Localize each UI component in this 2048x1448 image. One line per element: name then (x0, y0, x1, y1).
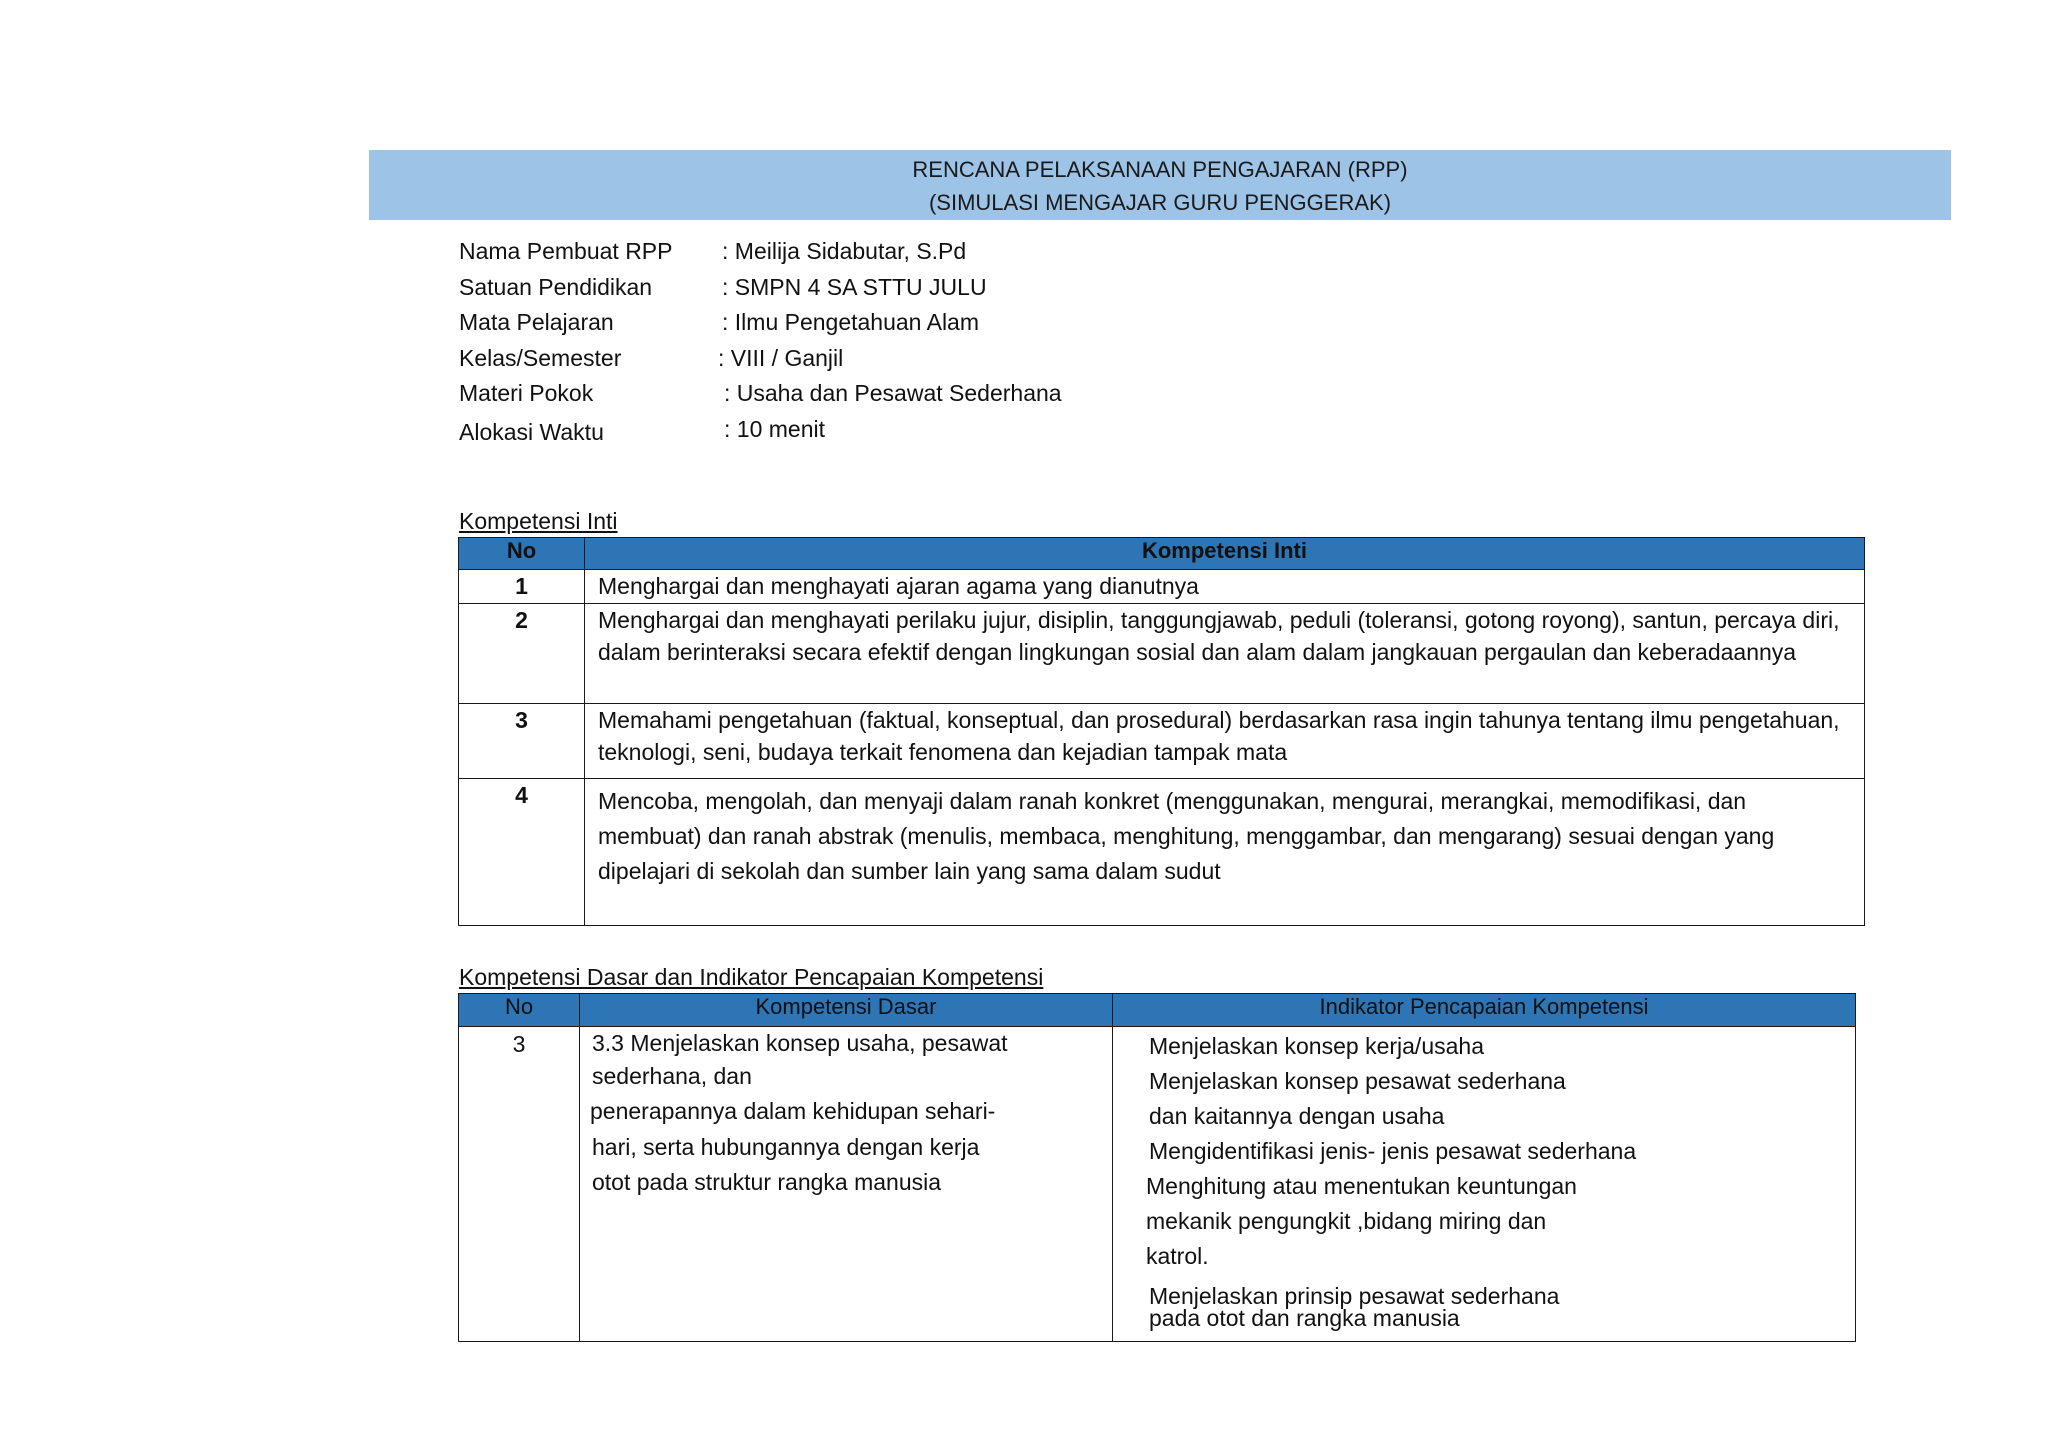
identity-label: Kelas/Semester (459, 344, 622, 371)
table-header-row (459, 538, 1865, 570)
identity-value: : 10 menit (724, 415, 825, 442)
column-header-no: No (459, 538, 585, 570)
identity-row (459, 414, 1259, 450)
table-row (459, 570, 1865, 604)
identity-row (459, 236, 1259, 272)
identity-row (459, 378, 1259, 414)
kompetensi-dasar-section-title: Kompetensi Dasar dan Indikator Pencapaian Kompetensi (459, 964, 1044, 990)
kompetensi-inti-section-title: Kompetensi Inti (459, 508, 618, 534)
table-row (459, 704, 1865, 779)
identity-label: Satuan Pendidikan (459, 273, 653, 300)
identity-row (459, 343, 1259, 379)
document-subtitle: (SIMULASI MENGAJAR GURU PENGGERAK) (928, 190, 1392, 215)
kd-line: 3.3 Menjelaskan konsep usaha, pesawat (592, 1030, 1008, 1056)
column-header-no: No (459, 994, 580, 1027)
row-text: Memahami pengetahuan (faktual, konseptual, dan prosedural) berdasarkan rasa ingin tahunya tentang ilmu pengetahuan, teknologi, seni, budaya terkait fenomena dan kejadian tampak mata (585, 704, 1865, 779)
identity-row (459, 307, 1259, 343)
kd-line: otot pada struktur rangka manusia (592, 1169, 942, 1195)
identity-value: : VIII / Ganjil (718, 344, 844, 371)
indicator-line: mekanik pengungkit ,bidang miring dan (1146, 1208, 1547, 1234)
kompetensi-inti-table (458, 537, 1865, 926)
kompetensi-dasar-cell (580, 1027, 1113, 1342)
identity-block (459, 236, 1259, 449)
indicator-line: Menjelaskan konsep kerja/usaha (1149, 1033, 1484, 1059)
identity-label: Nama Pembuat RPP (459, 238, 673, 264)
indicator-line: dan kaitannya dengan usaha (1149, 1103, 1445, 1129)
row-text: Menghargai dan menghayati perilaku jujur, disiplin, tanggungjawab, peduli (toleransi, gotong royong), santun, percaya diri, dalam berinteraksi secara efektif dengan lingkungan sosial dan alam dalam jangkauan pergaulan dan keberadaannya (585, 604, 1865, 704)
row-number: 3 (459, 704, 585, 779)
indikator-cell (1113, 1027, 1856, 1342)
identity-value: : Meilija Sidabutar, S.Pd (722, 238, 967, 264)
kd-line: penerapannya dalam kehidupan sehari- (590, 1098, 996, 1124)
document-title-band (369, 150, 1951, 220)
row-number: 4 (459, 779, 585, 926)
row-number: 2 (459, 604, 585, 704)
indicator-line: Menjelaskan prinsip pesawat sederhana (1149, 1283, 1560, 1309)
indicator-line: katrol. (1146, 1243, 1209, 1269)
table-row (459, 604, 1865, 704)
row-text: Mencoba, mengolah, dan menyaji dalam ranah konkret (menggunakan, mengurai, merangkai, memodifikasi, dan membuat) dan ranah abstrak (menulis, membaca, menghitung, menggambar, dan mengarang) sesuai dengan yang dipelajari di sekolah dan sumber lain yang sama dalam sudut (585, 779, 1865, 926)
identity-value: : Usaha dan Pesawat Sederhana (724, 380, 1062, 406)
kd-line: sederhana, dan (592, 1063, 752, 1089)
document-title: RENCANA PELAKSANAAN PENGAJARAN (RPP) (912, 157, 1408, 182)
row-text: Menghargai dan menghayati ajaran agama yang dianutnya (585, 570, 1865, 604)
table-row (459, 779, 1865, 926)
indicator-line: Mengidentifikasi jenis- jenis pesawat sederhana (1149, 1138, 1637, 1164)
identity-value: : Ilmu Pengetahuan Alam (722, 309, 979, 335)
kd-line: hari, serta hubungannya dengan kerja (592, 1134, 980, 1160)
identity-row (459, 272, 1259, 308)
column-header-kompetensi-inti: Kompetensi Inti (585, 538, 1865, 570)
identity-value: : SMPN 4 SA STTU JULU (722, 273, 987, 300)
table-header-row (459, 994, 1856, 1027)
table-row (459, 1027, 1856, 1342)
indicator-line: Menjelaskan konsep pesawat sederhana (1149, 1068, 1566, 1094)
kompetensi-dasar-table (458, 993, 1856, 1342)
indicator-line: Menghitung atau menentukan keuntungan (1146, 1173, 1577, 1199)
indicator-line: pada otot dan rangka manusia (1149, 1305, 1460, 1331)
row-number: 1 (459, 570, 585, 604)
identity-label: Alokasi Waktu (459, 418, 604, 445)
column-header-indikator: Indikator Pencapaian Kompetensi (1113, 994, 1856, 1027)
column-header-kompetensi-dasar: Kompetensi Dasar (580, 994, 1113, 1027)
identity-label: Mata Pelajaran (459, 309, 614, 335)
identity-label: Materi Pokok (459, 380, 594, 406)
row-number: 3 (459, 1027, 580, 1342)
